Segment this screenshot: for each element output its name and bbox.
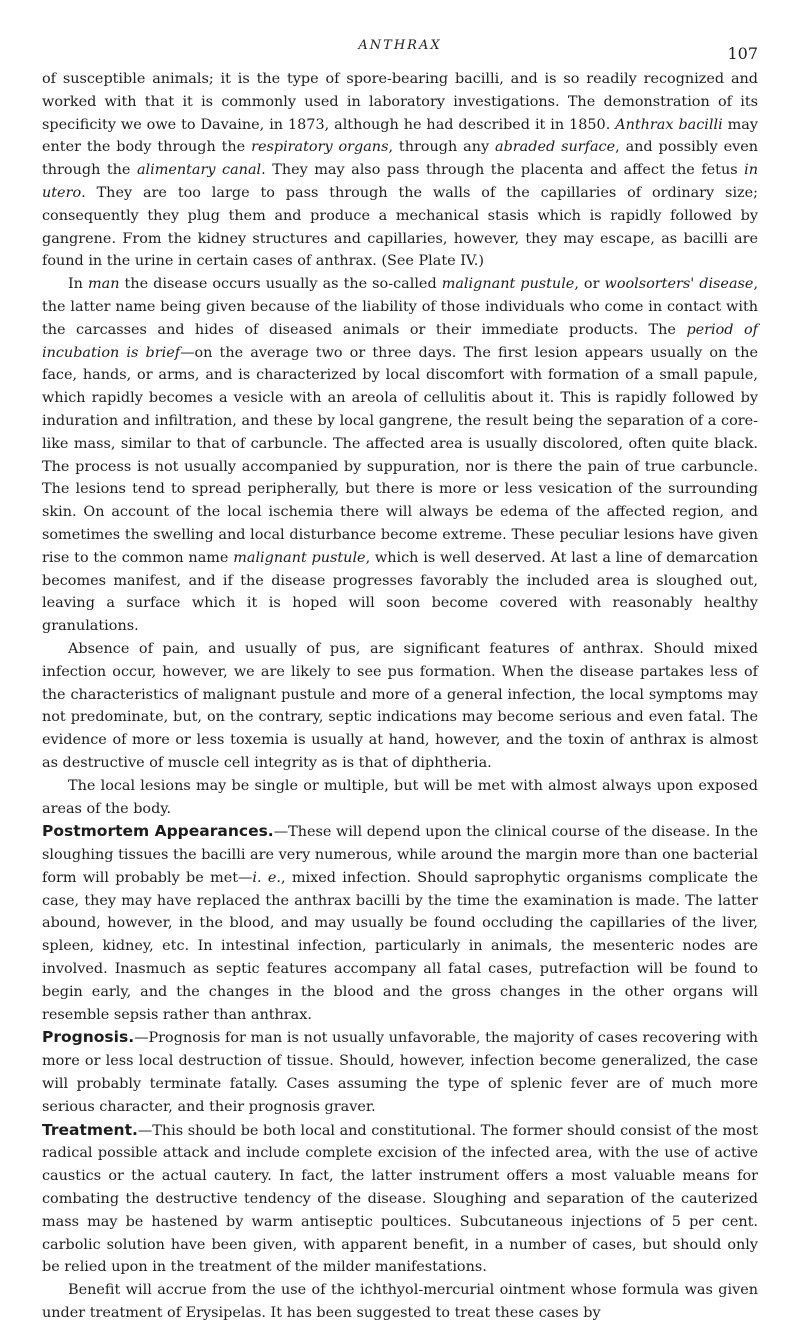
text-run: Benefit will accrue from the use of the ichthyol-mercurial ointment whose formula was given under treatment of Erysipelas. It has been suggested to treat these cases by <box>42 1282 758 1322</box>
text-run: , mixed infection. Should saprophytic organisms complicate the case, they may have replaced the anthrax bacilli by the time the examination is made. The latter abound, however, in the blood, and may usually be found occluding the capillaries of the liver, spleen, kidney, etc. In intestinal infection, particularly in animals, the mesenteric nodes are involved. Inasmuch as septic features accompany all fatal cases, putrefaction will be found to begin early, and the changes in the blood and the gross changes in the other organs will resemble sepsis rather than anthrax. <box>42 869 758 1023</box>
italic-text: man <box>88 276 120 293</box>
body-text <box>42 68 758 1325</box>
section-heading: Treatment. <box>42 1120 138 1139</box>
text-run: , or <box>574 276 605 293</box>
running-title: ANTHRAX <box>358 38 442 53</box>
text-run: In <box>68 276 88 293</box>
text-run: , through any <box>388 139 496 156</box>
section-paragraph <box>42 820 758 1026</box>
text-run: . They are too large to pass through the walls of the capillaries of ordinary size; consequently they plug them and produce a mechanical stasis which is rapidly followed by gangrene. From the kidney structures and capillaries, however, they may escape, as bacilli are found in the urine in certain cases of anthrax. (See Plate IV.) <box>42 184 758 270</box>
text-run: . They may also pass through the placenta and affect the fetus <box>261 162 745 179</box>
section-paragraph <box>42 1119 758 1280</box>
italic-text: malignant pustule <box>233 549 366 566</box>
italic-text: respiratory organs <box>251 139 389 156</box>
text-run: —This should be both local and constitutional. The former should consist of the most radical possible attack and include complete excision of the infected area, with the use of active caustics or the actual cautery. In fact, the latter instrument offers a most valuable means for combating the destructive tendency of the disease. Sloughing and separation of the cauterized mass may be hastened by warm antiseptic poultices. Subcutaneous injections of 5 per cent. carbolic solution have been given, with apparent benefit, in a number of cases, but should only be relied upon in the treatment of the milder manifestations. <box>42 1122 759 1276</box>
text-run: The local lesions may be single or multiple, but will be met with almost always upon exposed areas of the body. <box>42 777 758 817</box>
text-run: the disease occurs usually as the so-called <box>119 276 442 293</box>
paragraph <box>42 1279 758 1325</box>
text-run: —These will depend upon the clinical course of the disease. In the sloughing tissues the bacilli are very numerous, while around the margin more than one bacterial form will probably be met— <box>42 824 758 886</box>
italic-text: Anthrax bacilli <box>615 116 723 133</box>
italic-text: alimentary canal <box>136 162 262 179</box>
page-number: 107 <box>727 44 758 63</box>
paragraph <box>42 273 758 638</box>
section-heading: Prognosis. <box>42 1028 135 1047</box>
text-run: Absence of pain, and usually of pus, are significant features of anthrax. Should mixed infection occur, however, we are likely to see pus formation. When the disease partakes less of the characteristics of malignant pustule and more of a general infection, the local symptoms may not predominate, but, on the contrary, septic indications may become serious and even fatal. The evidence of more or less toxemia is usually at hand, however, and the toxin of anthrax is almost as destructive of muscle cell integrity as is that of diphtheria. <box>42 640 758 771</box>
section-paragraph <box>42 1026 758 1118</box>
italic-text: i. e. <box>252 869 281 886</box>
text-run: may enter the body through the <box>42 116 758 156</box>
italic-text: woolsorters' disease <box>604 276 754 293</box>
paragraph <box>42 638 758 775</box>
paragraph <box>42 68 758 273</box>
section-heading: Postmortem Appearances. <box>42 822 274 841</box>
italic-text: abraded surface <box>495 139 616 156</box>
italic-text: in utero <box>42 162 758 201</box>
text-run: , and possibly even through the <box>42 139 759 179</box>
text-run: of susceptible animals; it is the type of spore-bearing bacilli, and is so readily recognized and worked with that it is commonly used in laboratory investigations. The demonstration of its specificity we owe to Davaine, in 1873, although he had described it in 1850. <box>42 71 758 133</box>
italic-text: period of incubation is brief <box>42 321 758 361</box>
text-run: —Prognosis for man is not usually unfavorable, the majority of cases recovering with more or less local destruction of tissue. Should, however, infection become generalized, the case will probably terminate fatally. Cases assuming the type of splenic fever are of much more serious character, and their prognosis graver. <box>42 1030 758 1115</box>
text-run: , the latter name being given because of the liability of those individuals who come in contact with the carcasses and hides of diseased animals or their immediate products. The <box>42 276 759 338</box>
italic-text: malignant pustule <box>441 276 575 293</box>
text-run: , which is well deserved. At last a line of demarcation becomes manifest, and if the disease progresses favorably the included area is sloughed out, leaving a surface which it is hoped will soon become covered with reasonably healthy granulations. <box>42 549 758 635</box>
text-run: —on the average two or three days. The first lesion appears usually on the face, hands, or arms, and is characterized by local discomfort with formation of a small papule, which rapidly becomes a vesicle with an areola of cellulitis about it. This is rapidly followed by induration and infiltration, and these by local gangrene, the result being the separation of a core-like mass, similar to that of carbuncle. The affected area is usually discolored, often quite black. The process is not usually accompanied by suppuration, nor is there the pain of true carbuncle. The lesions tend to spread peripherally, but there is more or less vesication of the surrounding skin. On account of the local ischemia there will always be edema of the affected region, and sometimes the swelling and local disturbance become extreme. These peculiar lesions have given rise to the common name <box>42 344 758 566</box>
paragraph <box>42 775 758 821</box>
